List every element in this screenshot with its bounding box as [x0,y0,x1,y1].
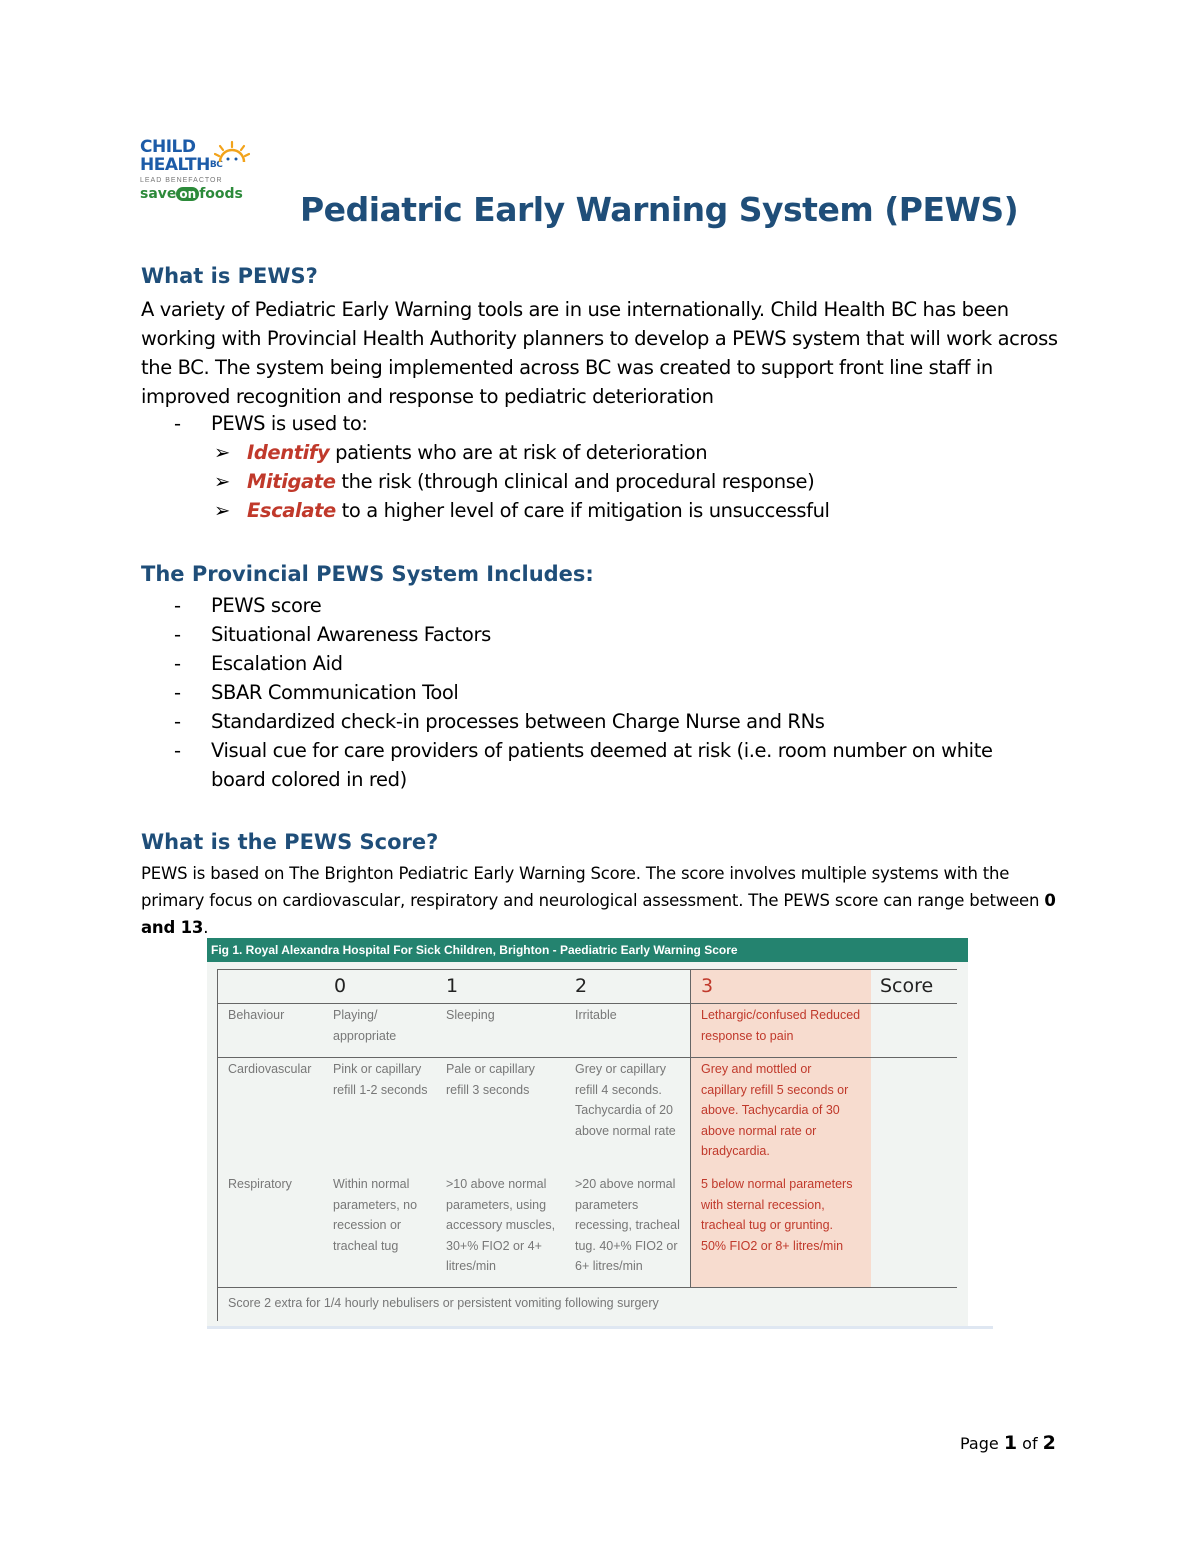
list-item: - Standardized check-in processes between Charge Nurse and RNs [174,710,825,733]
table-cell: Pink or capillary refill 1-2 seconds [333,1062,428,1097]
list-item: - Situational Awareness Factors [174,623,491,646]
table-cell: Grey and mottled or capillary refill 5 seconds or above. Tachycardia of 30 above normal rate or bradycardia. [701,1062,849,1158]
list-item: ➢ Escalate to a higher level of care if mitigation is unsuccessful [214,496,830,525]
sun-icon [214,140,250,170]
pews-score-table [217,969,965,1321]
table-cell: Playing/ appropriate [333,1008,397,1043]
table-rule [690,969,691,1287]
system-includes-list [174,591,1034,794]
row-label-cardiovascular: Cardiovascular [228,1062,312,1076]
list-item: - PEWS is used to: [174,412,368,435]
pews-used-list [174,409,368,438]
heading-what-is-pews: What is PEWS? [141,264,318,288]
intro-paragraph: A variety of Pediatric Early Warning tools are in use internationally. Child Health BC has been working with Provincial Health Authority planners to develop a PEWS system that will work across the BC. The system being implemented across BC was created to support front line staff in improved recognition and response to pediatric deterioration [141,298,1058,408]
header-score-0: 0 [334,975,347,997]
table-rule [217,1057,957,1058]
child-health-bc-logo [140,138,255,228]
table-cell: Irritable [575,1008,617,1022]
header-score-2: 2 [575,975,588,997]
list-item: ➢ Mitigate the risk (through clinical and procedural response) [214,467,830,496]
header-score-3: 3 [701,975,714,997]
list-item: - Visual cue for care providers of patients deemed at risk (i.e. room number on white board colored in red) [174,739,993,791]
pews-score-figure [207,938,968,1328]
table-cell: Grey or capillary refill 4 seconds. Tachycardia of 20 above normal rate [575,1062,676,1138]
table-cell: >20 above normal parameters recessing, tracheal tug. 40+% FIO2 or 6+ litres/min [575,1177,680,1273]
row-label-behaviour: Behaviour [228,1008,285,1022]
logo-line2: $HEALTH^{BC}$ [140,155,223,175]
logo-lead-benefactor: LEAD BENEFACTOR [140,177,223,184]
table-cell: Sleeping [446,1008,495,1022]
table-cell: Within normal parameters, no recession or tracheal tug [333,1177,418,1253]
figure-underline [207,1326,993,1329]
arrow-bullet-icon: ➢ [214,441,230,464]
list-item: - SBAR Communication Tool [174,681,459,704]
table-cell: Lethargic/confused Reduced response to pain [701,1008,861,1043]
pews-purpose-list [214,438,830,525]
table-rule [217,969,957,970]
score-paragraph: PEWS is based on The Brighton Pediatric Early Warning Score. The score involves multiple systems with the primary focus on cardiovascular, respiratory and neurological assessment. The PEWS score can range between 0 and 13. [141,864,1056,937]
table-rule [217,1287,957,1288]
list-item: ➢ Identify patients who are at risk of deterioration [214,438,830,467]
heading-pews-score: What is the PEWS Score? [141,830,439,854]
logo-line1: CHILD [140,137,196,157]
figure-caption: Fig 1. Royal Alexandra Hospital For Sick Children, Brighton - Paediatric Early Warning Score [207,938,968,962]
page-title: Pediatric Early Warning System (PEWS) [300,190,1019,229]
table-footnote: Score 2 extra for 1/4 hourly nebulisers or persistent vomiting following surgery [228,1296,659,1310]
table-cell: 5 below normal parameters with sternal recession, tracheal tug or grunting. 50% FIO2 or 8+ litres/min [701,1177,853,1253]
page-number: Page 1 of 2 [960,1432,1056,1454]
heading-system-includes: The Provincial PEWS System Includes: [141,562,594,586]
list-item: - PEWS score [174,594,322,617]
save-on-foods-logo: save on foods [140,186,243,202]
table-cell: >10 above normal parameters, using accessory muscles, 30+% FIO2 or 4+ litres/min [446,1177,556,1273]
header-score-1: 1 [446,975,459,997]
arrow-bullet-icon: ➢ [214,470,230,493]
arrow-bullet-icon: ➢ [214,499,230,522]
list-item: - Escalation Aid [174,652,343,675]
table-rule [217,969,218,1321]
row-label-respiratory: Respiratory [228,1177,292,1191]
table-rule [217,1003,957,1004]
table-cell: Pale or capillary refill 3 seconds [446,1062,535,1097]
header-score-total: Score [880,975,934,997]
